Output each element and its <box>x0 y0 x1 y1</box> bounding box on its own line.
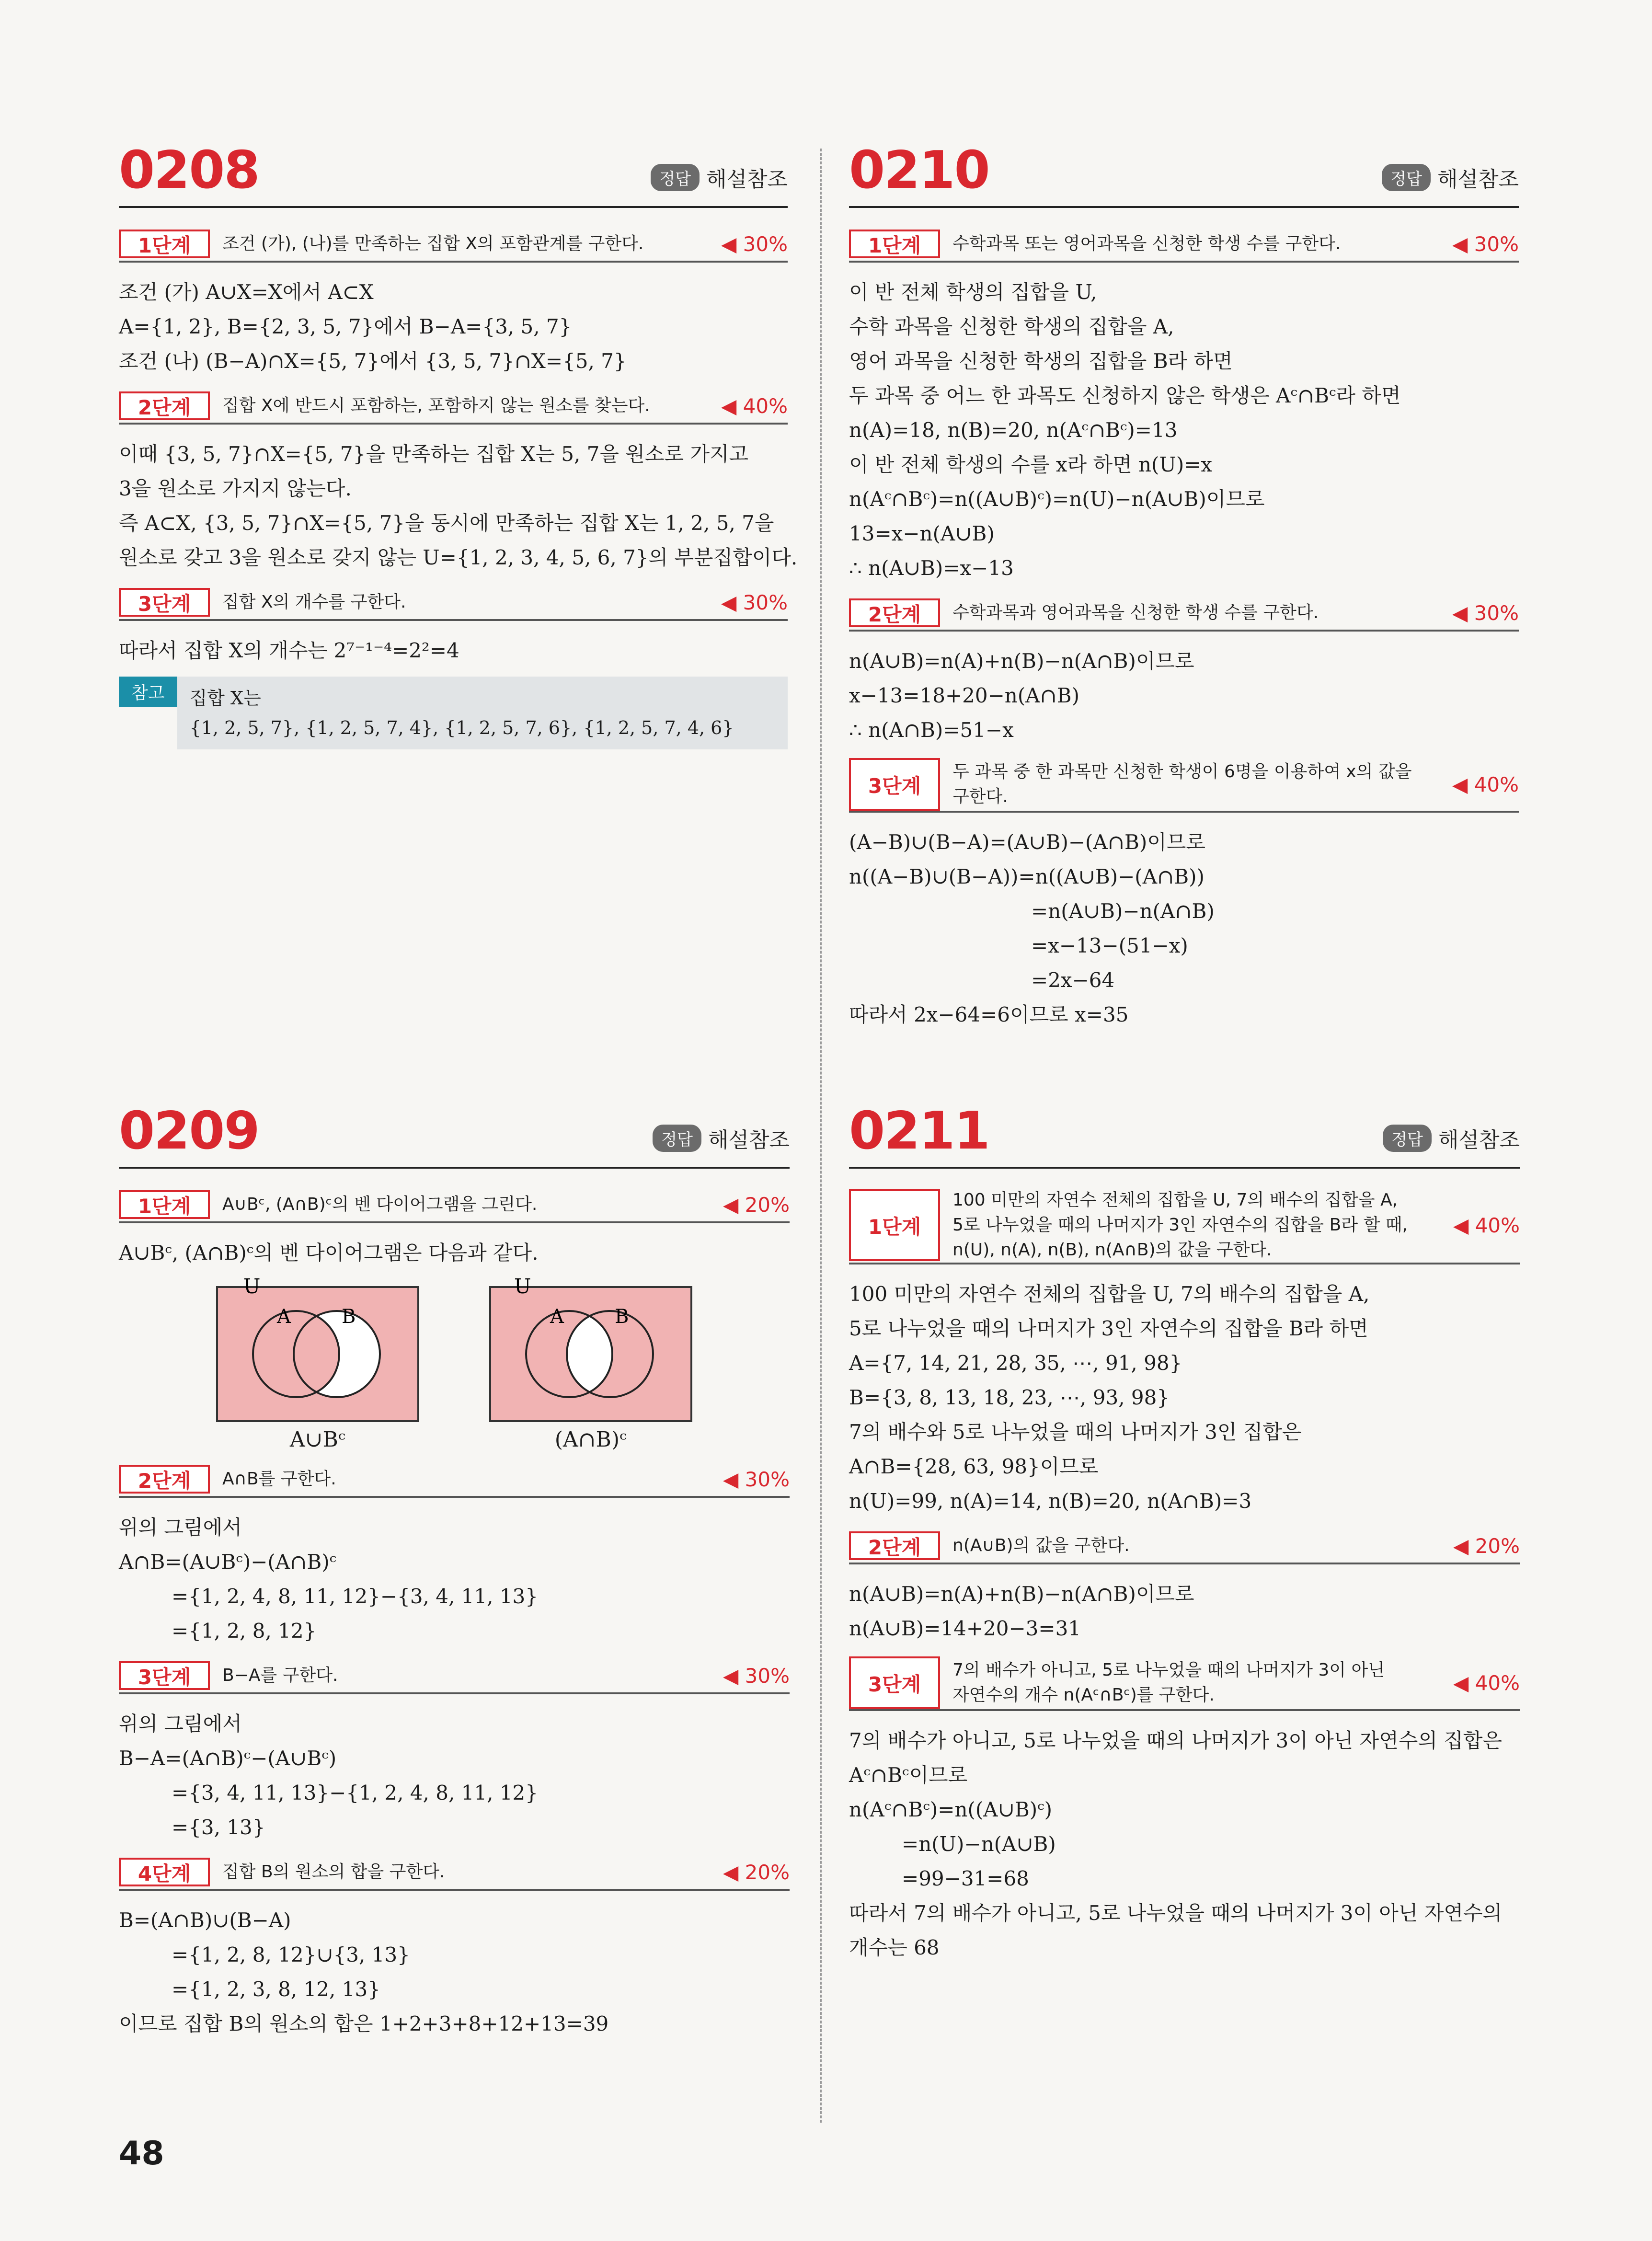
problem-0211 <box>849 1101 1520 1965</box>
solution-line: 이때 {3, 5, 7}∩X={5, 7}을 만족하는 집합 X는 5, 7을 원소로 가지고 <box>119 442 749 466</box>
step-label: 4단계 <box>119 1858 210 1886</box>
venn-a-union-bc-svg <box>215 1275 421 1424</box>
step-description-line: 5로 나누었을 때의 나머지가 3인 자연수의 집합을 B라 할 때, <box>952 1215 1408 1235</box>
solution-line: A∩B=(A∪Bᶜ)−(A∩B)ᶜ <box>119 1550 337 1574</box>
page-number: 48 <box>119 2135 164 2172</box>
step-description: n(A∪B)의 값을 구한다. <box>952 1536 1130 1555</box>
solution-line: ={3, 13} <box>172 1816 265 1839</box>
step-label: 1단계 <box>849 1189 940 1261</box>
answer-badge: 정답 <box>651 164 700 191</box>
solution-line: 따라서 7의 배수가 아니고, 5로 나누었을 때의 나머지가 3이 아닌 자연수의 <box>849 1901 1503 1925</box>
set-b-label: B <box>342 1306 356 1328</box>
step-label: 3단계 <box>849 758 940 811</box>
venn-diagram-a-union-b-complement <box>215 1275 421 1452</box>
step-3 <box>849 758 1519 813</box>
step-2 <box>119 389 788 425</box>
solution-line: ={1, 2, 8, 12}∪{3, 13} <box>172 1943 410 1966</box>
step-score: ◀ 40% <box>1453 1671 1520 1695</box>
step-4 <box>119 1855 790 1891</box>
solution-line: 따라서 집합 X의 개수는 2⁷⁻¹⁻⁴=2²=4 <box>119 639 459 662</box>
problem-header <box>849 140 1519 208</box>
step-3 <box>849 1656 1520 1711</box>
step-label: 3단계 <box>119 1661 210 1690</box>
note-line: 집합 X는 <box>189 688 261 709</box>
solution-line: =n(A∪B)−n(A∩B) <box>1031 899 1215 923</box>
step-2 <box>849 596 1519 632</box>
venn-a-intersect-b-c-svg <box>488 1275 694 1424</box>
solution-line: ={3, 4, 11, 13}−{1, 2, 4, 8, 11, 12} <box>172 1781 538 1804</box>
solution-line: B=(A∩B)∪(B−A) <box>119 1908 291 1932</box>
solution-line: =2x−64 <box>1031 968 1115 992</box>
problem-header <box>849 1101 1520 1169</box>
solution-line: =99−31=68 <box>902 1867 1029 1890</box>
step-label: 1단계 <box>119 230 210 258</box>
solution-line: A∩B={28, 63, 98}이므로 <box>849 1455 1099 1478</box>
venn-diagram-a-intersect-b-complement <box>488 1275 694 1452</box>
solution-line: 조건 (가) A∪X=X에서 A⊂X <box>119 280 374 304</box>
note-tag: 참고 <box>119 677 177 707</box>
step-label: 1단계 <box>849 230 940 258</box>
step-score: ◀ 20% <box>723 1860 790 1884</box>
set-a-label: A <box>277 1306 291 1328</box>
step-label: 3단계 <box>849 1656 940 1709</box>
reference-note <box>119 677 788 749</box>
solution-line: n(A∪B)=n(A)+n(B)−n(A∩B)이므로 <box>849 649 1194 673</box>
solution-line: 수학 과목을 신청한 학생의 집합을 A, <box>849 315 1174 338</box>
solution-line: 3을 원소로 가지지 않는다. <box>119 477 352 500</box>
set-b-label: B <box>615 1306 629 1328</box>
solution-line: Aᶜ∩Bᶜ이므로 <box>849 1763 968 1787</box>
solution-line: =x−13−(51−x) <box>1031 934 1188 957</box>
step-score: ◀ 30% <box>721 232 788 256</box>
step-description: A∪Bᶜ, (A∩B)ᶜ의 벤 다이어그램을 그린다. <box>222 1195 538 1214</box>
step-label: 2단계 <box>119 391 210 420</box>
answer-indicator <box>1382 162 1519 193</box>
solution-line: n(A)=18, n(B)=20, n(Aᶜ∩Bᶜ)=13 <box>849 418 1178 442</box>
step-1 <box>849 1188 1520 1264</box>
step-score: ◀ 30% <box>1452 232 1519 256</box>
step-label: 2단계 <box>849 1531 940 1560</box>
step-description: 집합 X에 반드시 포함하는, 포함하지 않는 원소를 찾는다. <box>222 396 650 415</box>
answer-text: 해설참조 <box>1438 1128 1520 1152</box>
step-description-line: 100 미만의 자연수 전체의 집합을 U, 7의 배수의 집합을 A, <box>952 1190 1398 1210</box>
solution-line: B={3, 8, 13, 18, 23, ⋯, 93, 98} <box>849 1386 1170 1409</box>
step-description: 두 과목 중 한 과목만 신청한 학생이 6명을 이용하여 x의 값을 구한다. <box>952 762 1412 806</box>
solution-line: A∪Bᶜ, (A∩B)ᶜ의 벤 다이어그램은 다음과 같다. <box>119 1241 539 1264</box>
problem-header <box>119 140 788 208</box>
step-score: ◀ 30% <box>1452 601 1519 625</box>
problem-number: 0209 <box>119 1101 259 1161</box>
answer-badge: 정답 <box>1383 1125 1432 1152</box>
solution-line: n(Aᶜ∩Bᶜ)=n((A∪B)ᶜ)=n(U)−n(A∪B)이므로 <box>849 487 1265 511</box>
solution-line: ={1, 2, 4, 8, 11, 12}−{3, 4, 11, 13} <box>172 1585 538 1608</box>
problem-number: 0211 <box>849 1101 989 1161</box>
universe-label: U <box>514 1275 531 1298</box>
step-description: B−A를 구한다. <box>222 1666 338 1685</box>
problem-0209 <box>119 1101 790 2041</box>
solution-line: n((A−B)∪(B−A))=n((A∪B)−(A∩B)) <box>849 865 1205 888</box>
solution-line: 5로 나누었을 때의 나머지가 3인 자연수의 집합을 B라 하면 <box>849 1317 1368 1340</box>
solution-line: 7의 배수와 5로 나누었을 때의 나머지가 3인 집합은 <box>849 1420 1302 1444</box>
answer-text: 해설참조 <box>1437 167 1519 192</box>
solution-line: 개수는 68 <box>849 1936 940 1959</box>
step-score: ◀ 30% <box>723 1467 790 1491</box>
solution-line: n(U)=99, n(A)=14, n(B)=20, n(A∩B)=3 <box>849 1489 1252 1513</box>
step-description: 수학과목 또는 영어과목을 신청한 학생 수를 구한다. <box>952 234 1341 253</box>
solution-line: 따라서 2x−64=6이므로 x=35 <box>849 1003 1129 1026</box>
note-body <box>177 677 788 749</box>
solution-line: B−A=(A∩B)ᶜ−(A∪Bᶜ) <box>119 1747 337 1770</box>
column-divider <box>820 149 822 2123</box>
solution-line: x−13=18+20−n(A∩B) <box>849 684 1079 707</box>
solution-line: (A−B)∪(B−A)=(A∪B)−(A∩B)이므로 <box>849 830 1205 854</box>
step-score: ◀ 40% <box>721 394 788 418</box>
step-description-line: n(U), n(A), n(B), n(A∩B)의 값을 구한다. <box>952 1240 1272 1260</box>
note-line: {1, 2, 5, 7}, {1, 2, 5, 7, 4}, {1, 2, 5, 7, 6}, {1, 2, 5, 7, 4, 6} <box>189 717 734 738</box>
solution-line: 이 반 전체 학생의 수를 x라 하면 n(U)=x <box>849 453 1213 476</box>
step-description: 집합 B의 원소의 합을 구한다. <box>222 1862 445 1882</box>
solution-line: n(A∪B)=n(A)+n(B)−n(A∩B)이므로 <box>849 1582 1194 1606</box>
solution-line: 위의 그림에서 <box>119 1516 242 1539</box>
answer-badge: 정답 <box>1382 164 1431 191</box>
solution-line: 조건 (나) (B−A)∩X={5, 7}에서 {3, 5, 7}∩X={5, 7} <box>119 349 627 373</box>
step-label: 2단계 <box>119 1465 210 1494</box>
step-score: ◀ 30% <box>721 590 788 614</box>
solution-line: n(A∪B)=14+20−3=31 <box>849 1617 1081 1640</box>
step-score: ◀ 20% <box>1453 1534 1520 1558</box>
problem-header <box>119 1101 790 1169</box>
step-description: 집합 X의 개수를 구한다. <box>222 592 406 612</box>
answer-indicator <box>1383 1123 1520 1153</box>
solution-line: 100 미만의 자연수 전체의 집합을 U, 7의 배수의 집합을 A, <box>849 1282 1370 1306</box>
solution-line: 영어 과목을 신청한 학생의 집합을 B라 하면 <box>849 349 1233 373</box>
solution-line: 위의 그림에서 <box>119 1712 242 1735</box>
answer-indicator <box>653 1123 790 1153</box>
step-1 <box>119 1188 790 1223</box>
step-1 <box>119 227 788 263</box>
step-score: ◀ 40% <box>1452 772 1519 796</box>
answer-text: 해설참조 <box>708 1128 790 1152</box>
solution-line: A={1, 2}, B={2, 3, 5, 7}에서 B−A={3, 5, 7} <box>119 315 572 338</box>
problem-number: 0210 <box>849 140 989 200</box>
solution-line: 이 반 전체 학생의 집합을 U, <box>849 280 1097 304</box>
venn-diagrams <box>119 1275 790 1452</box>
solution-line: 13=x−n(A∪B) <box>849 522 995 545</box>
step-description-line: 7의 배수가 아니고, 5로 나누었을 때의 나머지가 3이 아닌 <box>952 1660 1385 1680</box>
step-description <box>940 1188 1429 1263</box>
solution-line: ∴ n(A∩B)=51−x <box>849 718 1014 742</box>
step-1 <box>849 227 1519 263</box>
solution-line: A={7, 14, 21, 28, 35, ⋯, 91, 98} <box>849 1351 1182 1375</box>
step-description: A∩B를 구한다. <box>222 1469 336 1489</box>
solution-line: 즉 A⊂X, {3, 5, 7}∩X={5, 7}을 동시에 만족하는 집합 X는 1, 2, 5, 7을 <box>119 511 774 535</box>
step-description-line: 자연수의 개수 n(Aᶜ∩Bᶜ)를 구한다. <box>952 1685 1215 1705</box>
step-3 <box>119 1659 790 1694</box>
step-description <box>940 1658 1429 1708</box>
problem-number: 0208 <box>119 140 259 200</box>
venn-caption: A∪Bᶜ <box>289 1427 346 1452</box>
universe-label: U <box>243 1275 261 1298</box>
solution-line: 두 과목 중 어느 한 과목도 신청하지 않은 학생은 Aᶜ∩Bᶜ라 하면 <box>849 384 1401 407</box>
solution-line: ∴ n(A∪B)=x−13 <box>849 556 1014 580</box>
step-description: 수학과목과 영어과목을 신청한 학생 수를 구한다. <box>952 603 1319 622</box>
answer-indicator <box>651 162 788 193</box>
solution-line: 7의 배수가 아니고, 5로 나누었을 때의 나머지가 3이 아닌 자연수의 집합은 <box>849 1729 1503 1752</box>
answer-text: 해설참조 <box>706 167 788 192</box>
step-label: 3단계 <box>119 588 210 617</box>
solution-line: 원소로 갖고 3을 원소로 갖지 않는 U={1, 2, 3, 4, 5, 6, 7}의 부분집합이다. <box>119 546 798 569</box>
answer-badge: 정답 <box>653 1125 701 1152</box>
step-score: ◀ 20% <box>723 1193 790 1217</box>
solution-line: ={1, 2, 3, 8, 12, 13} <box>172 1977 380 2001</box>
problem-0208 <box>119 140 798 749</box>
step-score: ◀ 30% <box>723 1664 790 1688</box>
step-3 <box>119 586 788 621</box>
solution-line: 이므로 집합 B의 원소의 합은 1+2+3+8+12+13=39 <box>119 2012 609 2035</box>
problem-0210 <box>849 140 1519 1032</box>
solution-line: =n(U)−n(A∪B) <box>902 1832 1056 1856</box>
step-score: ◀ 40% <box>1453 1213 1520 1237</box>
step-label: 1단계 <box>119 1190 210 1219</box>
set-a-label: A <box>550 1306 564 1328</box>
step-2 <box>119 1462 790 1498</box>
solution-line: ={1, 2, 8, 12} <box>172 1619 317 1643</box>
step-description: 조건 (가), (나)를 만족하는 집합 X의 포함관계를 구한다. <box>222 234 644 253</box>
step-label: 2단계 <box>849 598 940 627</box>
step-2 <box>849 1529 1520 1564</box>
venn-caption: (A∩B)ᶜ <box>554 1427 627 1452</box>
solution-line: n(Aᶜ∩Bᶜ)=n((A∪B)ᶜ) <box>849 1798 1052 1821</box>
